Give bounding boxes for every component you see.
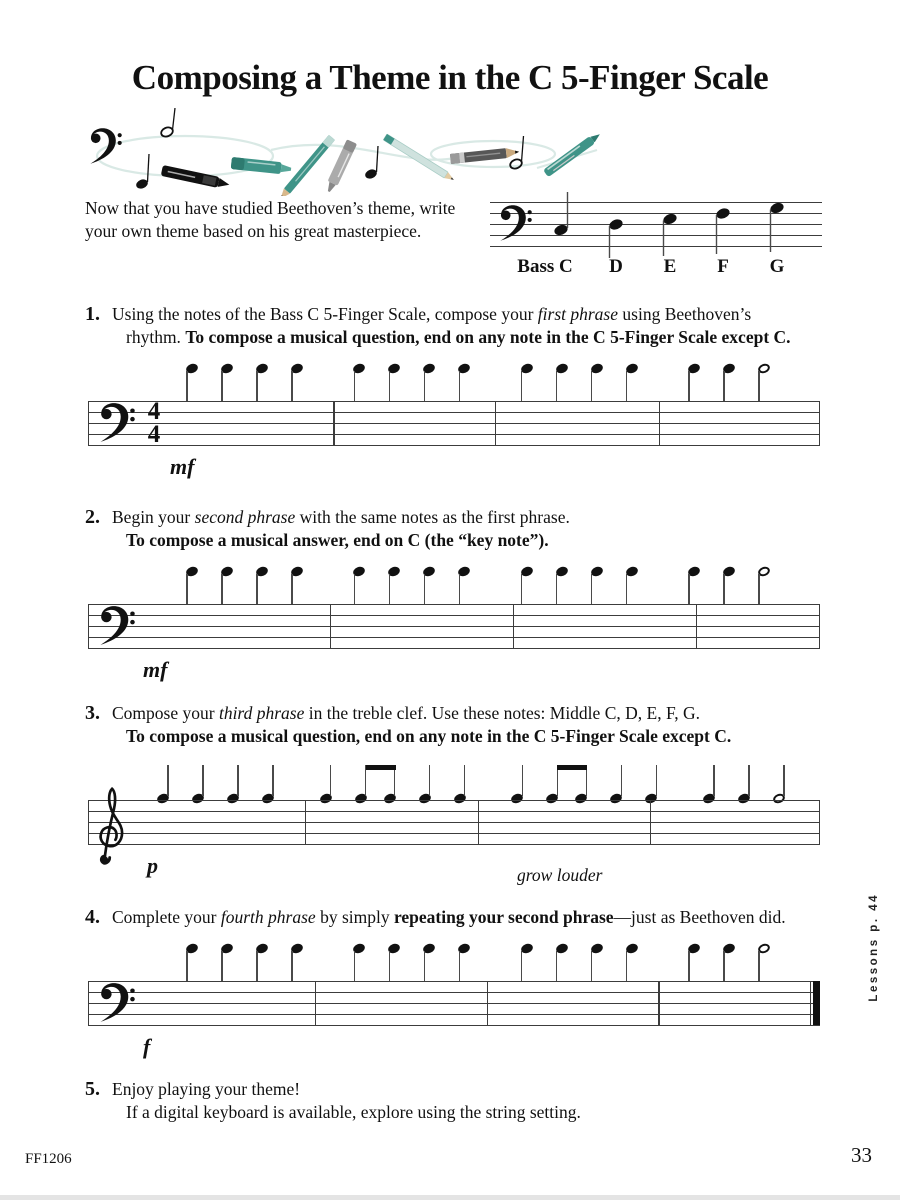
note-label: Bass C	[517, 256, 573, 277]
rhythm-guide	[186, 944, 770, 984]
page-edge	[0, 1195, 900, 1200]
final-barline-thick	[813, 981, 820, 1025]
dynamic-marking: mf	[170, 454, 195, 479]
section-2	[85, 506, 833, 687]
time-signature: 4 4	[147, 398, 161, 448]
rhythm-guide	[186, 567, 770, 607]
intro-paragraph: Now that you have studied Beethoven’s theme, write your own theme based on his great masterpiece.	[85, 198, 456, 241]
page-number: 33	[851, 1143, 872, 1167]
section-3	[85, 702, 833, 883]
instruction-number: 5.	[85, 1078, 100, 1100]
instruction-4: 4. Complete your fourth phrase by simply repeating your second phrase—just as Beethoven did.	[85, 906, 786, 928]
instruction-1: 1. Using the notes of the Bass C 5-Finger Scale, compose your first phrase using Beethoven’s rhythm. To compose a musical question, end on any note in the C 5-Finger Scale except C.	[85, 303, 791, 347]
crescendo-annotation: grow louder	[517, 865, 603, 885]
section-1	[85, 303, 833, 484]
instruction-2: 2. Begin your second phrase with the same notes as the first phrase. To compose a musical answer, end on C (the “key note”).	[85, 506, 570, 550]
instruction-number: 2.	[85, 506, 100, 528]
decorative-pencils-band	[85, 108, 600, 196]
gray-marker-icon	[324, 139, 357, 193]
dynamic-marking: p	[147, 853, 158, 878]
music-staff-bass	[88, 398, 820, 448]
dark-pencil-icon	[450, 147, 520, 164]
note-label: F	[717, 256, 729, 277]
dynamics-row	[85, 851, 833, 883]
page-title: Composing a Theme in the C 5-Finger Scale	[131, 58, 769, 97]
section-4	[85, 906, 833, 1064]
half-note-icon	[160, 108, 175, 138]
music-staff-bass	[88, 981, 820, 1026]
instruction-number: 4.	[85, 906, 100, 928]
side-note-lessons: Lessons p. 44	[868, 893, 880, 1002]
final-barline-thin	[810, 981, 811, 1025]
bass-clef-icon	[98, 603, 135, 648]
instruction-5: 5. Enjoy playing your theme! If a digital keyboard is available, explore using the string setting.	[85, 1078, 581, 1122]
dynamics-row	[85, 655, 833, 687]
music-staff-bass	[88, 604, 820, 649]
scale-notes	[553, 201, 785, 237]
instruction-3: 3. Compose your third phrase in the treble clef. Use these notes: Middle C, D, E, F, G. To compose a musical question, end on any note in the C 5-Finger Scale except C.	[85, 702, 732, 746]
note-label: E	[663, 256, 677, 277]
instruction-number: 1.	[85, 303, 100, 325]
note-label: G	[769, 256, 785, 277]
dynamics-row	[85, 452, 833, 484]
black-pen-icon	[161, 165, 231, 190]
music-staff-treble	[88, 800, 820, 845]
dynamics-row	[85, 1032, 833, 1064]
section-5	[85, 1078, 833, 1124]
teal-pen-icon	[543, 131, 600, 178]
dynamic-marking: mf	[143, 657, 168, 682]
rhythm-guide	[157, 763, 785, 803]
bass-clef-icon	[98, 400, 135, 445]
reference-staff	[490, 200, 822, 286]
dynamic-marking: f	[143, 1034, 151, 1059]
catalog-number: FF1206	[25, 1151, 72, 1167]
note-label: D	[609, 256, 623, 277]
rhythm-guide	[186, 364, 770, 404]
instruction-number: 3.	[85, 702, 100, 724]
bass-clef-icon	[98, 980, 135, 1025]
